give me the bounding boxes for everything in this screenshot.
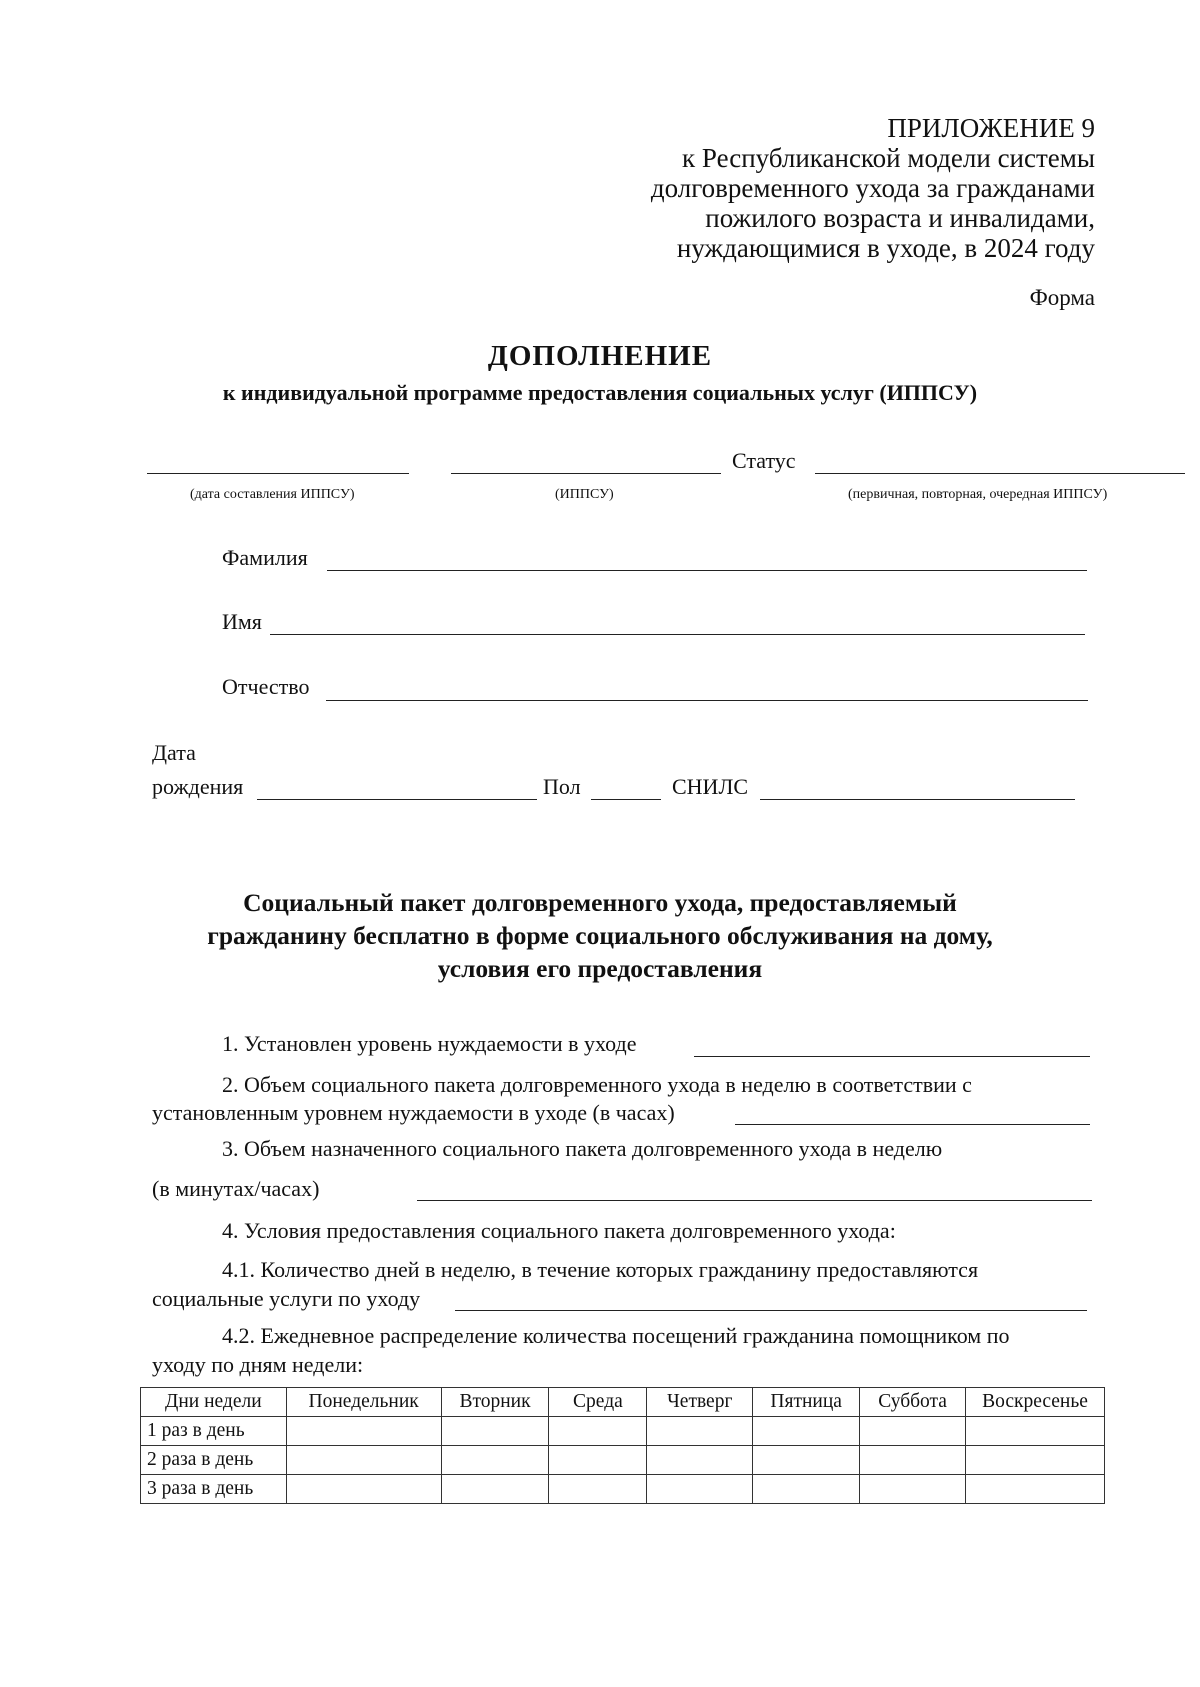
table-cell[interactable] <box>441 1475 549 1504</box>
surname-field[interactable] <box>327 570 1087 571</box>
column-header: Среда <box>549 1388 647 1417</box>
table-cell[interactable] <box>286 1417 441 1446</box>
item-2-text-line1: 2. Объем социального пакета долговременного ухода в неделю в соответствии с <box>222 1072 972 1097</box>
table-cell[interactable] <box>753 1417 860 1446</box>
column-header: Четверг <box>647 1388 753 1417</box>
column-header: Вторник <box>441 1388 549 1417</box>
social-package-title <box>0 886 1200 985</box>
table-cell[interactable] <box>753 1475 860 1504</box>
appendix-header <box>651 113 1095 263</box>
birth-label-line2: рождения <box>152 774 244 799</box>
care-level-field[interactable] <box>694 1056 1090 1057</box>
column-header: Суббота <box>860 1388 966 1417</box>
form-label: Форма <box>1029 285 1095 310</box>
column-header: Воскресенье <box>966 1388 1105 1417</box>
table-cell[interactable] <box>860 1475 966 1504</box>
appendix-line: ПРИЛОЖЕНИЕ 9 <box>887 113 1095 143</box>
ippsu-date-line[interactable] <box>147 473 409 474</box>
ippsu-number-line[interactable] <box>451 473 721 474</box>
table-row <box>141 1446 1105 1475</box>
table-cell[interactable] <box>860 1446 966 1475</box>
social-title-line: гражданину бесплатно в форме социального обслуживания на дому, <box>207 921 993 950</box>
table-cell[interactable] <box>549 1446 647 1475</box>
birth-label-line1: Дата <box>152 740 196 765</box>
item-4-text: 4. Условия предоставления социального пакета долговременного ухода: <box>222 1218 896 1243</box>
table-cell[interactable] <box>549 1417 647 1446</box>
document-subtitle: к индивидуальной программе предоставления социальных услуг (ИППСУ) <box>222 380 978 405</box>
weekly-visits-table <box>140 1387 1105 1504</box>
table-cell[interactable] <box>966 1417 1105 1446</box>
caption-ippsu: (ИППСУ) <box>555 487 614 502</box>
appendix-line: к Республиканской модели системы <box>682 143 1095 173</box>
item-4-1-text-line1: 4.1. Количество дней в неделю, в течение которых гражданину предоставляются <box>222 1257 979 1282</box>
name-field[interactable] <box>270 634 1085 635</box>
column-header: Дни недели <box>141 1388 287 1417</box>
table-header-row <box>141 1388 1105 1417</box>
table-cell[interactable] <box>441 1446 549 1475</box>
item-1-text: 1. Установлен уровень нуждаемости в уходе <box>222 1031 637 1056</box>
table-cell[interactable] <box>286 1446 441 1475</box>
package-hours-field[interactable] <box>735 1124 1090 1125</box>
item-3-text-line1: 3. Объем назначенного социального пакета долговременного ухода в неделю <box>222 1136 943 1161</box>
table-row <box>141 1417 1105 1446</box>
surname-label: Фамилия <box>222 545 308 570</box>
item-4-2-text-line1: 4.2. Ежедневное распределение количества посещений гражданина помощником по <box>222 1323 1010 1348</box>
table-cell[interactable] <box>549 1475 647 1504</box>
status-label: Статус <box>732 448 796 473</box>
snils-field[interactable] <box>760 799 1075 800</box>
days-per-week-field[interactable] <box>455 1310 1087 1311</box>
table-row <box>141 1475 1105 1504</box>
table-cell[interactable] <box>647 1417 753 1446</box>
item-3-text-line2: (в минутах/часах) <box>152 1176 320 1201</box>
appendix-line: нуждающимися в уходе, в 2024 году <box>676 233 1095 263</box>
column-header: Пятница <box>753 1388 860 1417</box>
social-title-line: Социальный пакет долговременного ухода, предоставляемый <box>243 888 957 917</box>
caption-ippsu-date: (дата составления ИППСУ) <box>190 487 355 502</box>
birth-date-field[interactable] <box>257 799 537 800</box>
row-label: 2 раза в день <box>141 1446 287 1475</box>
table-cell[interactable] <box>647 1446 753 1475</box>
table-cell[interactable] <box>753 1446 860 1475</box>
sex-label: Пол <box>543 774 581 799</box>
row-label: 1 раз в день <box>141 1417 287 1446</box>
table-cell[interactable] <box>860 1417 966 1446</box>
table-cell[interactable] <box>966 1475 1105 1504</box>
row-label: 3 раза в день <box>141 1475 287 1504</box>
table-cell[interactable] <box>647 1475 753 1504</box>
table-cell[interactable] <box>966 1446 1105 1475</box>
caption-ippsu-status: (первичная, повторная, очередная ИППСУ) <box>848 487 1108 502</box>
name-label: Имя <box>222 609 262 634</box>
column-header: Понедельник <box>286 1388 441 1417</box>
snils-label: СНИЛС <box>672 774 749 799</box>
item-4-1-text-line2: социальные услуги по уходу <box>152 1286 421 1311</box>
patronymic-label: Отчество <box>222 674 310 699</box>
document-title: ДОПОЛНЕНИЕ <box>487 340 713 372</box>
status-line[interactable] <box>815 473 1185 474</box>
table-cell[interactable] <box>441 1417 549 1446</box>
sex-field[interactable] <box>591 799 661 800</box>
appendix-line: пожилого возраста и инвалидами, <box>705 203 1095 233</box>
item-4-2-text-line2: уходу по дням недели: <box>152 1352 364 1377</box>
appendix-line: долговременного ухода за гражданами <box>650 173 1095 203</box>
table-cell[interactable] <box>286 1475 441 1504</box>
item-2-text-line2: установленным уровнем нуждаемости в уходе (в часах) <box>152 1100 675 1125</box>
assigned-package-field[interactable] <box>417 1200 1092 1201</box>
social-title-line: условия его предоставления <box>437 954 763 983</box>
patronymic-field[interactable] <box>326 700 1088 701</box>
